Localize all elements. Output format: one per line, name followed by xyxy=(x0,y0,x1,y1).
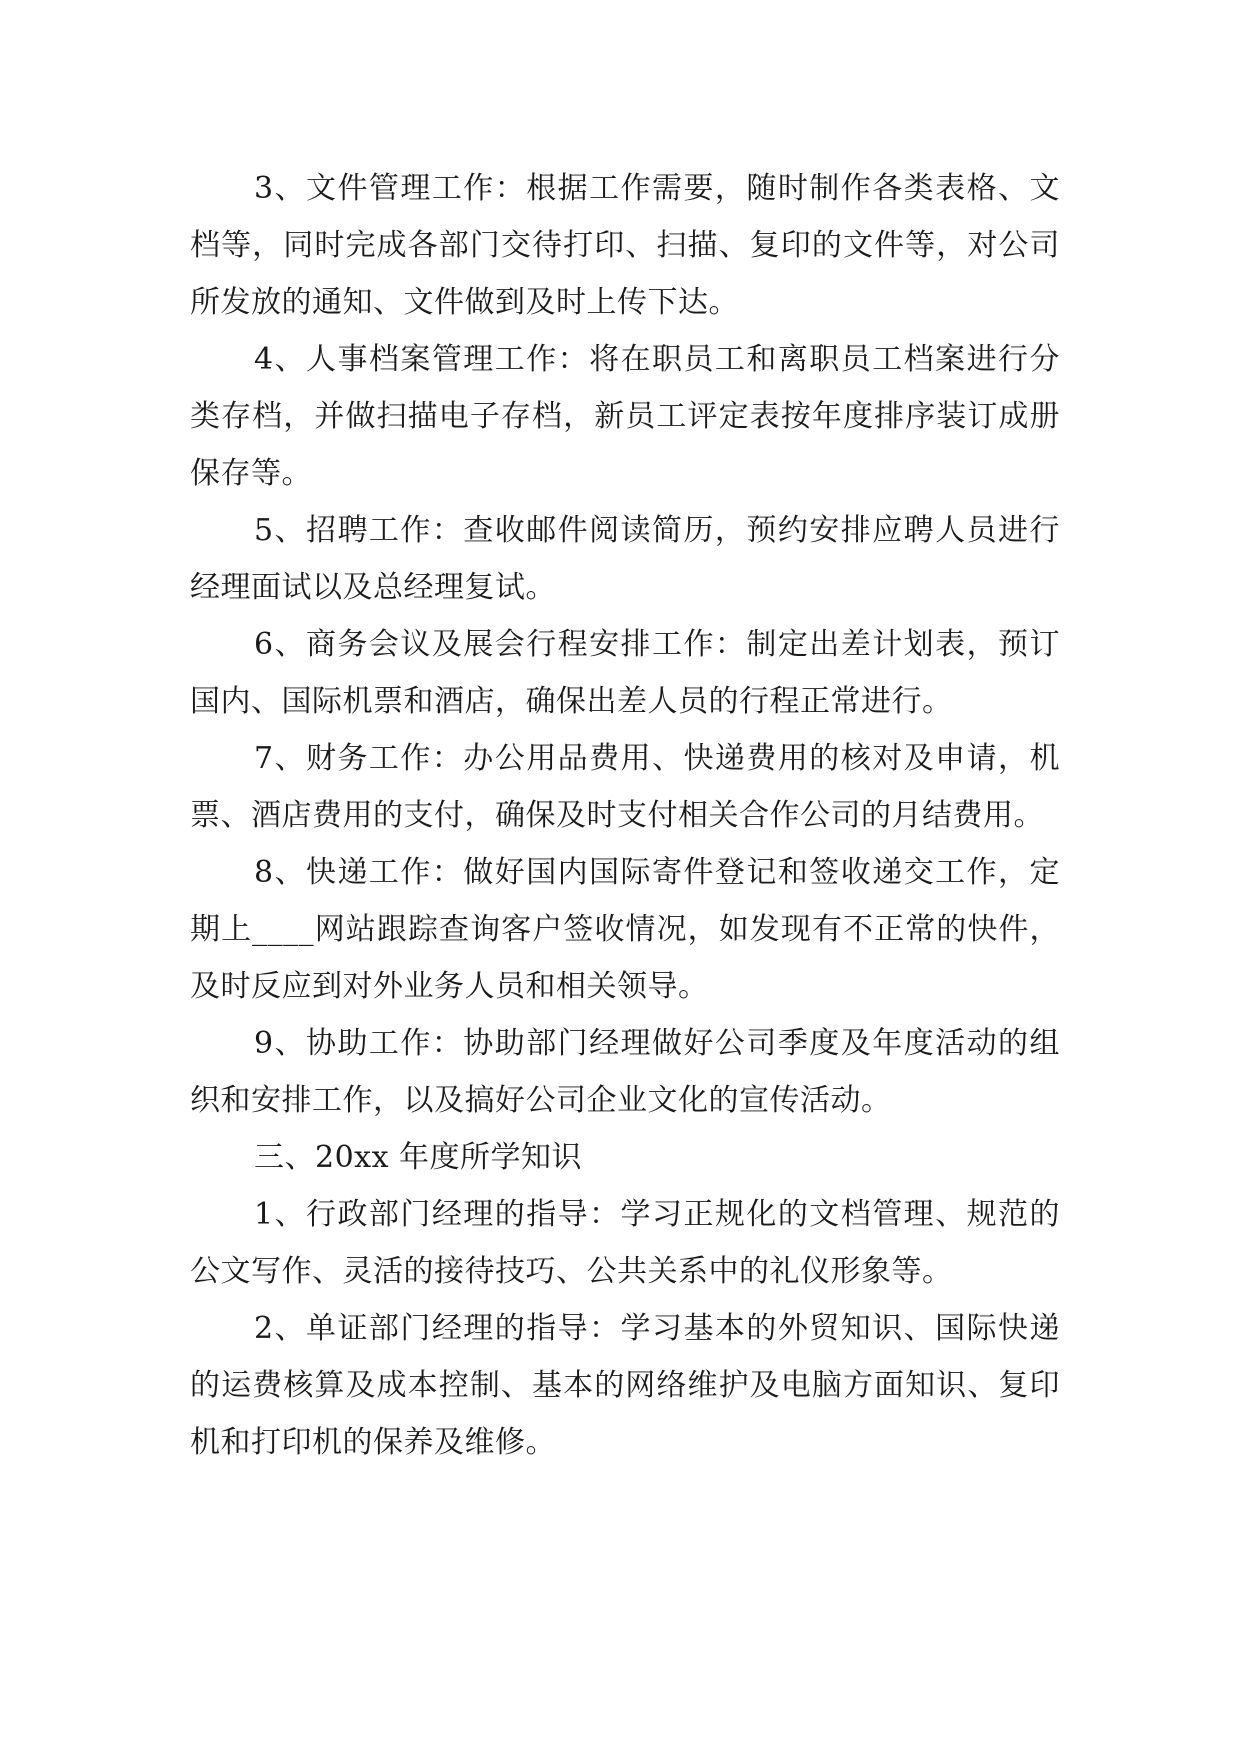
document-body xyxy=(190,160,1060,1471)
paragraph-assistance: 9、协助工作：协助部门经理做好公司季度及年度活动的组织和安排工作，以及搞好公司企业文化的宣传活动。 xyxy=(190,1026,1060,1118)
paragraph-finance: 7、财务工作：办公用品费用、快递费用的核对及申请，机票、酒店费用的支付，确保及时支付相关合作公司的月结费用。 xyxy=(190,741,1060,833)
paragraph-recruitment: 5、招聘工作：查收邮件阅读简历，预约安排应聘人员进行经理面试以及总经理复试。 xyxy=(190,513,1060,605)
paragraph-business-travel: 6、商务会议及展会行程安排工作：制定出差计划表，预订国内、国际机票和酒店，确保出差人员的行程正常进行。 xyxy=(190,627,1060,719)
paragraph-hr-records: 4、人事档案管理工作：将在职员工和离职员工档案进行分类存档，并做扫描电子存档，新员工评定表按年度排序装订成册保存等。 xyxy=(190,342,1060,491)
paragraph-admin-guidance: 1、行政部门经理的指导：学习正规化的文档管理、规范的公文写作、灵活的接待技巧、公共关系中的礼仪形象等。 xyxy=(190,1197,1060,1289)
paragraph-documents-guidance: 2、单证部门经理的指导：学习基本的外贸知识、国际快递的运费核算及成本控制、基本的网络维护及电脑方面知识、复印机和打印机的保养及维修。 xyxy=(190,1311,1060,1460)
section-heading-knowledge: 三、20xx 年度所学知识 xyxy=(254,1140,583,1175)
paragraph-courier: 8、快递工作：做好国内国际寄件登记和签收递交工作，定期上____网站跟踪查询客户签收情况，如发现有不正常的快件，及时反应到对外业务人员和相关领导。 xyxy=(190,855,1060,1004)
paragraph-file-management: 3、文件管理工作：根据工作需要，随时制作各类表格、文档等，同时完成各部门交待打印、扫描、复印的文件等，对公司所发放的通知、文件做到及时上传下达。 xyxy=(190,171,1060,320)
